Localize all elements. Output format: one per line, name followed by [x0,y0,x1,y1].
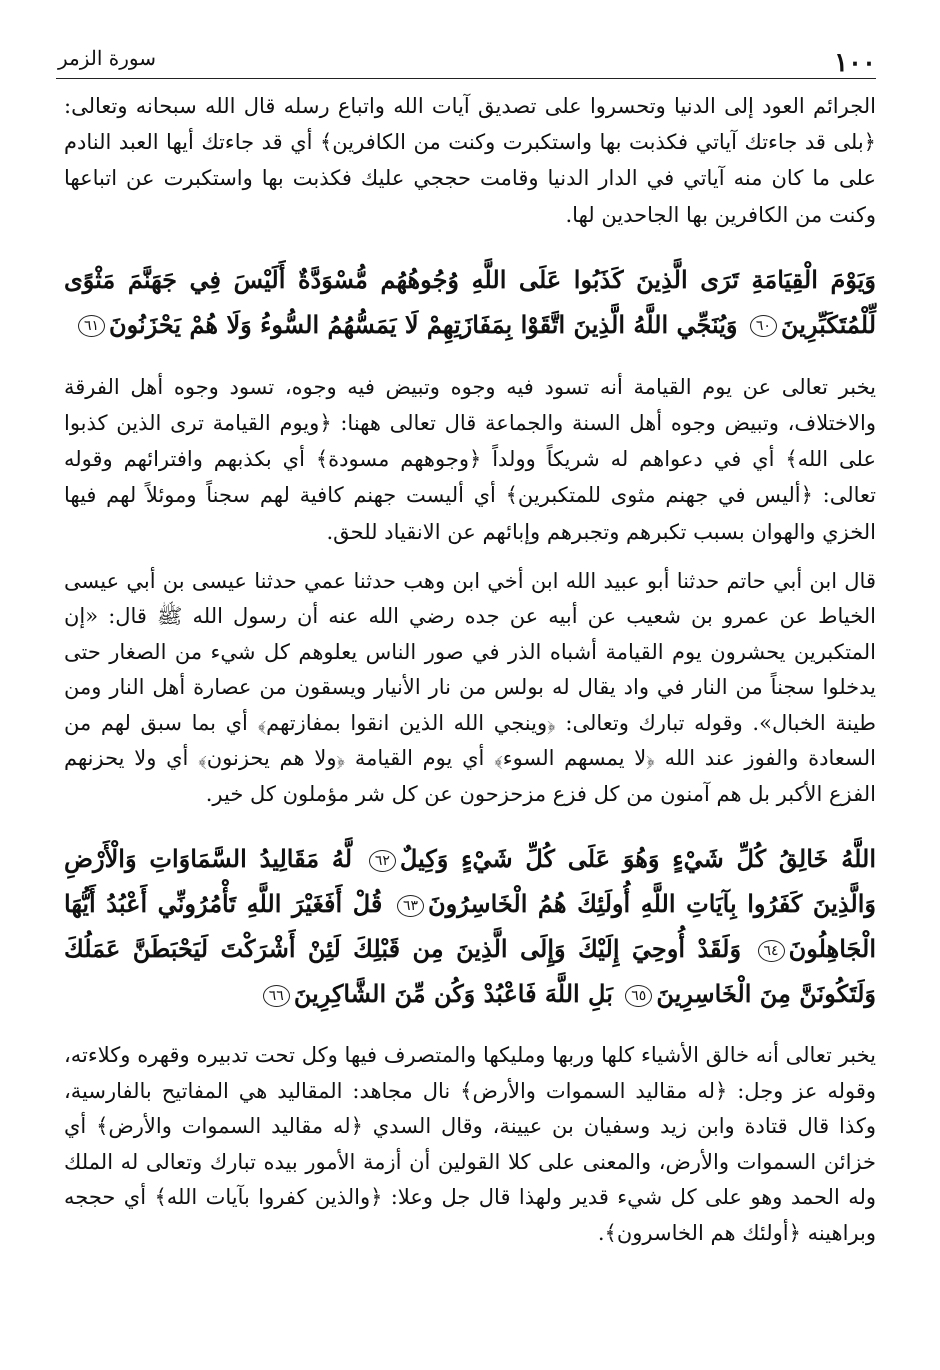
ayah-number-63: ٦٣ [397,895,424,917]
verse-64: قُلْ أَفَغَيْرَ اللَّهِ تَأْمُرُونِّي أَعْبُدُ أَيُّهَا الْجَاهِلُونَ [64,889,876,964]
verse-60: وَيَوْمَ الْقِيَامَةِ تَرَى الَّذِينَ كَذَبُوا عَلَى اللَّهِ وُجُوهُهُم مُّسْوَدَّةٌ أَلَيْسَ فِي جَهَنَّمَ مَثْوًى لِّلْمُتَكَبِّرِينَ [64,264,876,339]
ayah-number-61: ٦١ [78,315,105,337]
commentary-paragraph-3: قال ابن أبي حاتم حدثنا أبو عبيد الله ابن أخي ابن وهب حدثنا عمي حدثنا عيسى بن أبي عيسى الخياط عن عمرو بن شعيب عن أبيه عن جده رضي الله عنه أن رسول الله ﷺ قال: «إن المتكبرين يحشرون يوم القيامة أشباه الذر في صور الناس يعلوهم كل شيء من الصغار حتى يدخلوا سجناً من النار في واد يقال له بولس من نار الأنيار ويسقون من عصارة أهل النار ومن طينة الخبال». وقوله تبارك وتعالى: ﴿وينجي الله الذين انقوا بمفازتهم﴾ أي بما سبق لهم من السعادة والفوز عند الله ﴿لا يمسهم السوء﴾ أي يوم القيامة ﴿ولا هم يحزنون﴾ أي ولا يحزنهم الفزع الأكبر بل هم آمنون من كل فزع مزحزحون عن كل شر مؤملون كل خير. [64,568,876,806]
quran-verses-60-61 [64,257,876,347]
page-number: ١٠٠ [834,48,876,78]
page-content [64,88,876,1251]
ayah-number-62: ٦٢ [369,850,396,872]
ayah-number-66: ٦٦ [263,985,290,1007]
ayah-number-65: ٦٥ [625,985,652,1007]
commentary-paragraph-4: يخبر تعالى أنه خالق الأشياء كلها وربها ومليكها والمتصرف فيها وكل تحت تدبيره وقهره وكلاءته، وقوله عز وجل: ﴿له مقاليد السموات والأرض﴾ نال مجاهد: المقاليد هي المفاتيح بالفارسية، وكذا قال قتادة وابن زيد وسفيان بن عيينة، وقال السدي ﴿له مقاليد السموات والأرض﴾ أي خزائن السموات والأرض، والمعنى على كلا القولين أن أزمة الأمور بيده تبارك وتعالى له الملك وله الحمد وهو على كل شيء قدير ولهذا قال جل وعلا: ﴿والذين كفروا بآيات الله﴾ أي حججه وبراهينه ﴿أولئك هم الخاسرون﴾. [64,1043,876,1245]
quran-verses-62-66 [64,836,876,1016]
ayah-number-60: ٦٠ [750,315,777,337]
ayah-number-64: ٦٤ [758,940,785,962]
verse-61: وَيُنَجِّي اللَّهُ الَّذِينَ اتَّقَوْا بِمَفَازَتِهِمْ لَا يَمَسُّهُمُ السُّوءُ وَلَا هُمْ يَحْزَنُونَ [108,309,738,339]
verse-62: اللَّهُ خَالِقُ كُلِّ شَيْءٍ وَهُوَ عَلَى كُلِّ شَيْءٍ وَكِيلٌ [399,844,876,874]
verse-63: لَّهُ مَقَالِيدُ السَّمَاوَاتِ وَالْأَرْضِ وَالَّذِينَ كَفَرُوا بِآيَاتِ اللَّهِ أُولَئِكَ هُمُ الْخَاسِرُونَ [64,844,876,919]
verse-65: وَلَقَدْ أُوحِيَ إِلَيْكَ وَإِلَى الَّذِينَ مِن قَبْلِكَ لَئِنْ أَشْرَكْتَ لَيَحْبَطَنَّ عَمَلُكَ وَلَتَكُونَنَّ مِنَ الْخَاسِرِينَ [64,934,876,1009]
page-header [56,38,876,79]
commentary-paragraph-2: يخبر تعالى عن يوم القيامة أنه تسود فيه وجوه وتبيض فيه وجوه، تسود وجوه أهل الفرقة والاختلاف، وتبيض وجوه أهل السنة والجماعة قال تعالى ههنا: ﴿ويوم القيامة ترى الذين كذبوا على الله﴾ أي في دعواهم له شريكاً وولداً ﴿وجوههم مسودة﴾ أي بكذبهم وافترائهم وقوله تعالى: ﴿أليس في جهنم مثوى للمتكبرين﴾ أي أليست جهنم كافية لهم سجناً وموئلاً لهم فيها الخزي والهوان بسبب تكبرهم وتجبرهم وإبائهم عن الانقياد للحق. [64,374,876,544]
verse-66: بَلِ اللَّهَ فَاعْبُدْ وَكُن مِّنَ الشَّاكِرِينَ [293,979,613,1009]
commentary-paragraph-1: الجرائم العود إلى الدنيا وتحسروا على تصديق آيات الله واتباع رسله قال الله سبحانه وتعالى: ﴿بلى قد جاءتك آياتي فكذبت بها واستكبرت وكنت من الكافرين﴾ أي قد جاءتك أيها العبد النادم على ما كان منه آياتي في الدار الدنيا وقامت حججي عليك فكذبت بها واستكبرت عن اتباعها وكنت من الكافرين بها الجاحدين لها. [64,94,876,227]
surah-name: سورة الزمر [58,46,157,70]
